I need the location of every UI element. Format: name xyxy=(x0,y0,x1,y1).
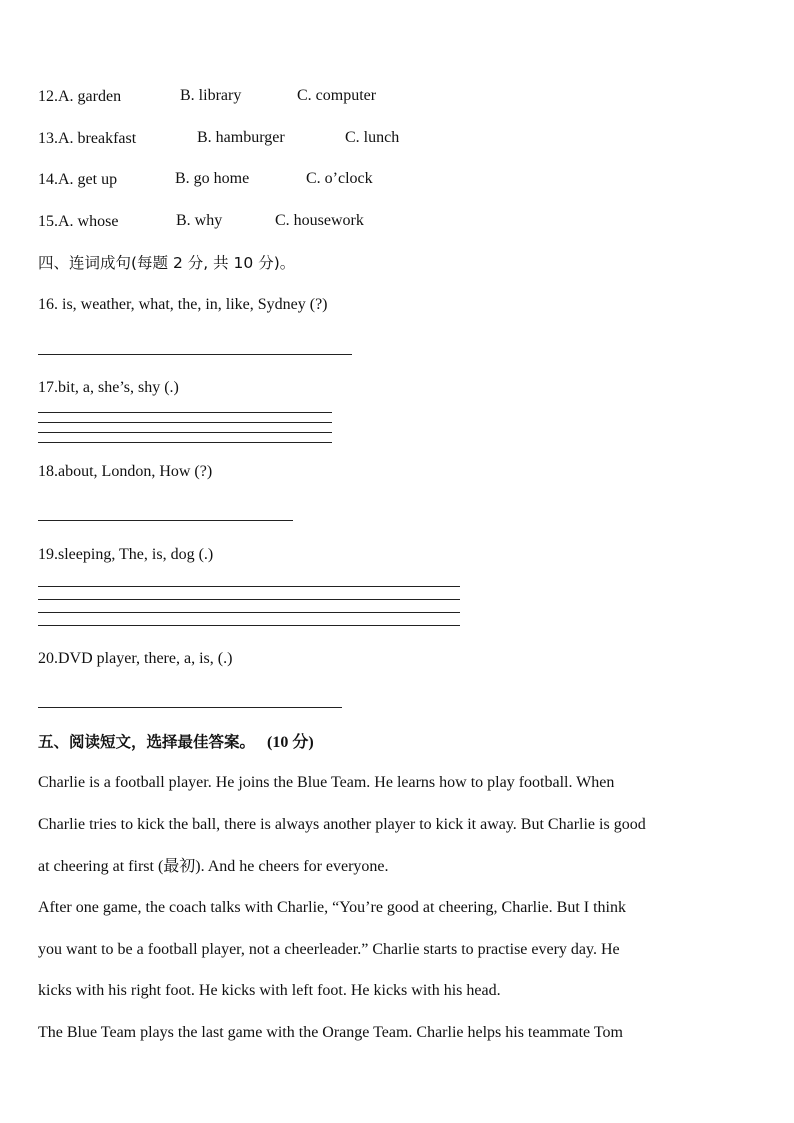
section-4-title: 四、连词成句(每题 2 分, 共 10 分)。 xyxy=(38,254,296,272)
reading-line-4: After one game, the coach talks with Charlie, “You’re good at cheering, Charlie. But I think xyxy=(38,899,626,916)
question-number: 12. xyxy=(38,88,58,105)
question-number: 13. xyxy=(38,130,58,147)
question-prompt: sleeping, The, is, dog (.) xyxy=(58,546,214,563)
answer-line xyxy=(38,707,342,708)
question-12 xyxy=(38,87,121,107)
writing-line xyxy=(38,625,460,626)
option-c: C. computer xyxy=(297,87,377,104)
writing-line xyxy=(38,442,332,443)
option-a: A. get up xyxy=(58,171,118,188)
reading-line-3: at cheering at first (最初). And he cheers for everyone. xyxy=(38,858,389,875)
question-number: 19. xyxy=(38,546,58,563)
option-a: A. breakfast xyxy=(58,130,137,147)
question-number: 15. xyxy=(38,213,58,230)
question-17 xyxy=(38,378,179,398)
question-number: 18. xyxy=(38,463,58,480)
option-b: B. hamburger xyxy=(197,129,285,146)
answer-line xyxy=(38,354,352,355)
option-a: A. whose xyxy=(58,213,119,230)
reading-line-2: Charlie tries to kick the ball, there is always another player to kick it away. But Charlie is good xyxy=(38,816,646,833)
writing-line xyxy=(38,599,460,600)
question-20 xyxy=(38,649,232,669)
question-16 xyxy=(38,295,328,315)
option-b: B. go home xyxy=(175,170,250,187)
question-13 xyxy=(38,129,136,149)
question-number: 14. xyxy=(38,171,58,188)
writing-line xyxy=(38,412,332,413)
question-number: 17. xyxy=(38,379,58,396)
writing-line xyxy=(38,586,460,587)
question-prompt: about, London, How (?) xyxy=(58,463,213,480)
reading-line-5: you want to be a football player, not a cheerleader.” Charlie starts to practise every day. He xyxy=(38,941,620,958)
reading-line-1: Charlie is a football player. He joins the Blue Team. He learns how to play football. When xyxy=(38,774,615,791)
option-b: B. library xyxy=(180,87,242,104)
section-5-points: (10 分) xyxy=(267,734,314,751)
reading-line-7: The Blue Team plays the last game with the Orange Team. Charlie helps his teammate Tom xyxy=(38,1024,623,1041)
question-19 xyxy=(38,545,213,565)
option-c: C. lunch xyxy=(345,129,400,146)
question-number: 20. xyxy=(38,650,58,667)
reading-line-6: kicks with his right foot. He kicks with left foot. He kicks with his head. xyxy=(38,982,501,999)
section-5-heading xyxy=(38,732,314,753)
writing-line xyxy=(38,612,460,613)
writing-line xyxy=(38,432,332,433)
question-prompt: is, weather, what, the, in, like, Sydney (?) xyxy=(62,296,328,313)
question-number: 16. xyxy=(38,296,58,313)
question-18 xyxy=(38,462,212,482)
writing-line xyxy=(38,422,332,423)
question-prompt: DVD player, there, a, is, (.) xyxy=(58,650,233,667)
section-5-title: 五、阅读短文，选择最佳答案。 xyxy=(38,733,256,751)
option-b: B. why xyxy=(176,212,223,229)
question-15 xyxy=(38,212,118,232)
question-prompt: bit, a, she’s, shy (.) xyxy=(58,379,179,396)
option-a: A. garden xyxy=(58,88,122,105)
question-14 xyxy=(38,170,117,190)
answer-line xyxy=(38,520,293,521)
option-c: C. o’clock xyxy=(306,170,373,187)
option-c: C. housework xyxy=(275,212,364,229)
